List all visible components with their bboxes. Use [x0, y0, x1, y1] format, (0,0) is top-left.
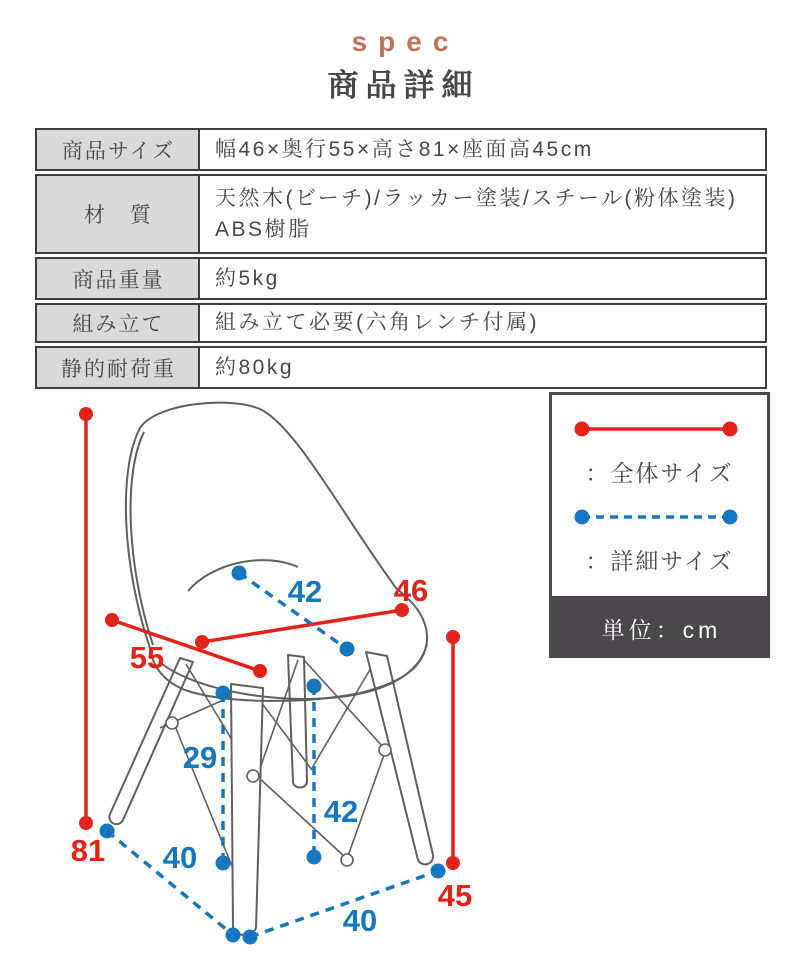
- spec-eyebrow: spec: [351, 26, 460, 57]
- row-value-assembly: 組み立て必要(六角レンチ付属): [215, 311, 539, 335]
- dim-label-leg-span-side: 40: [162, 840, 198, 875]
- dim-label-overall-depth: 55: [129, 640, 165, 675]
- material-line-1: 天然木(ビーチ)/ラッカー塗装/スチール(粉体塗装): [215, 186, 738, 210]
- row-label-load: 静的耐荷重: [37, 348, 200, 387]
- detail-size-label: ：詳細サイズ: [585, 548, 734, 574]
- detail-size-line-sample: [552, 503, 767, 531]
- row-value-size: 幅46×奥行55×高さ81×座面高45cm: [215, 137, 594, 161]
- row-value-load: 約80kg: [215, 355, 295, 379]
- legend-panel: [549, 392, 770, 599]
- row-label-assembly: 組み立て: [37, 305, 200, 341]
- chair-shell-edge: [131, 432, 153, 645]
- dim-label-overall-width: 46: [393, 573, 429, 608]
- row-label-size: 商品サイズ: [37, 130, 200, 169]
- dim-label-seat-width: 42: [287, 574, 323, 609]
- chair-leg-front-right: [366, 652, 433, 864]
- dim-label-leg-span-front: 40: [342, 903, 378, 938]
- overall-size-line-sample: [552, 415, 767, 443]
- dim-label-seat-height: 45: [437, 878, 473, 913]
- page-title: 商品詳細: [327, 68, 480, 103]
- material-line-2: ABS樹脂: [215, 218, 312, 241]
- dim-label-seat-floor: 42: [323, 794, 359, 829]
- chair-leg-back-right: [288, 655, 307, 788]
- row-label-weight: 商品重量: [37, 259, 200, 298]
- dim-line-overall-width: [202, 610, 402, 642]
- dim-label-overall-height: 81: [70, 833, 106, 868]
- dim-label-under-seat: 29: [182, 740, 218, 775]
- overall-size-label: ：全体サイズ: [585, 460, 734, 486]
- unit-label: 単位：cm: [549, 599, 770, 658]
- chair-leg-front-left: [231, 684, 263, 935]
- row-label-material: 材 質: [37, 176, 200, 252]
- row-value-weight: 約5kg: [215, 266, 280, 290]
- size-legend: [549, 392, 770, 658]
